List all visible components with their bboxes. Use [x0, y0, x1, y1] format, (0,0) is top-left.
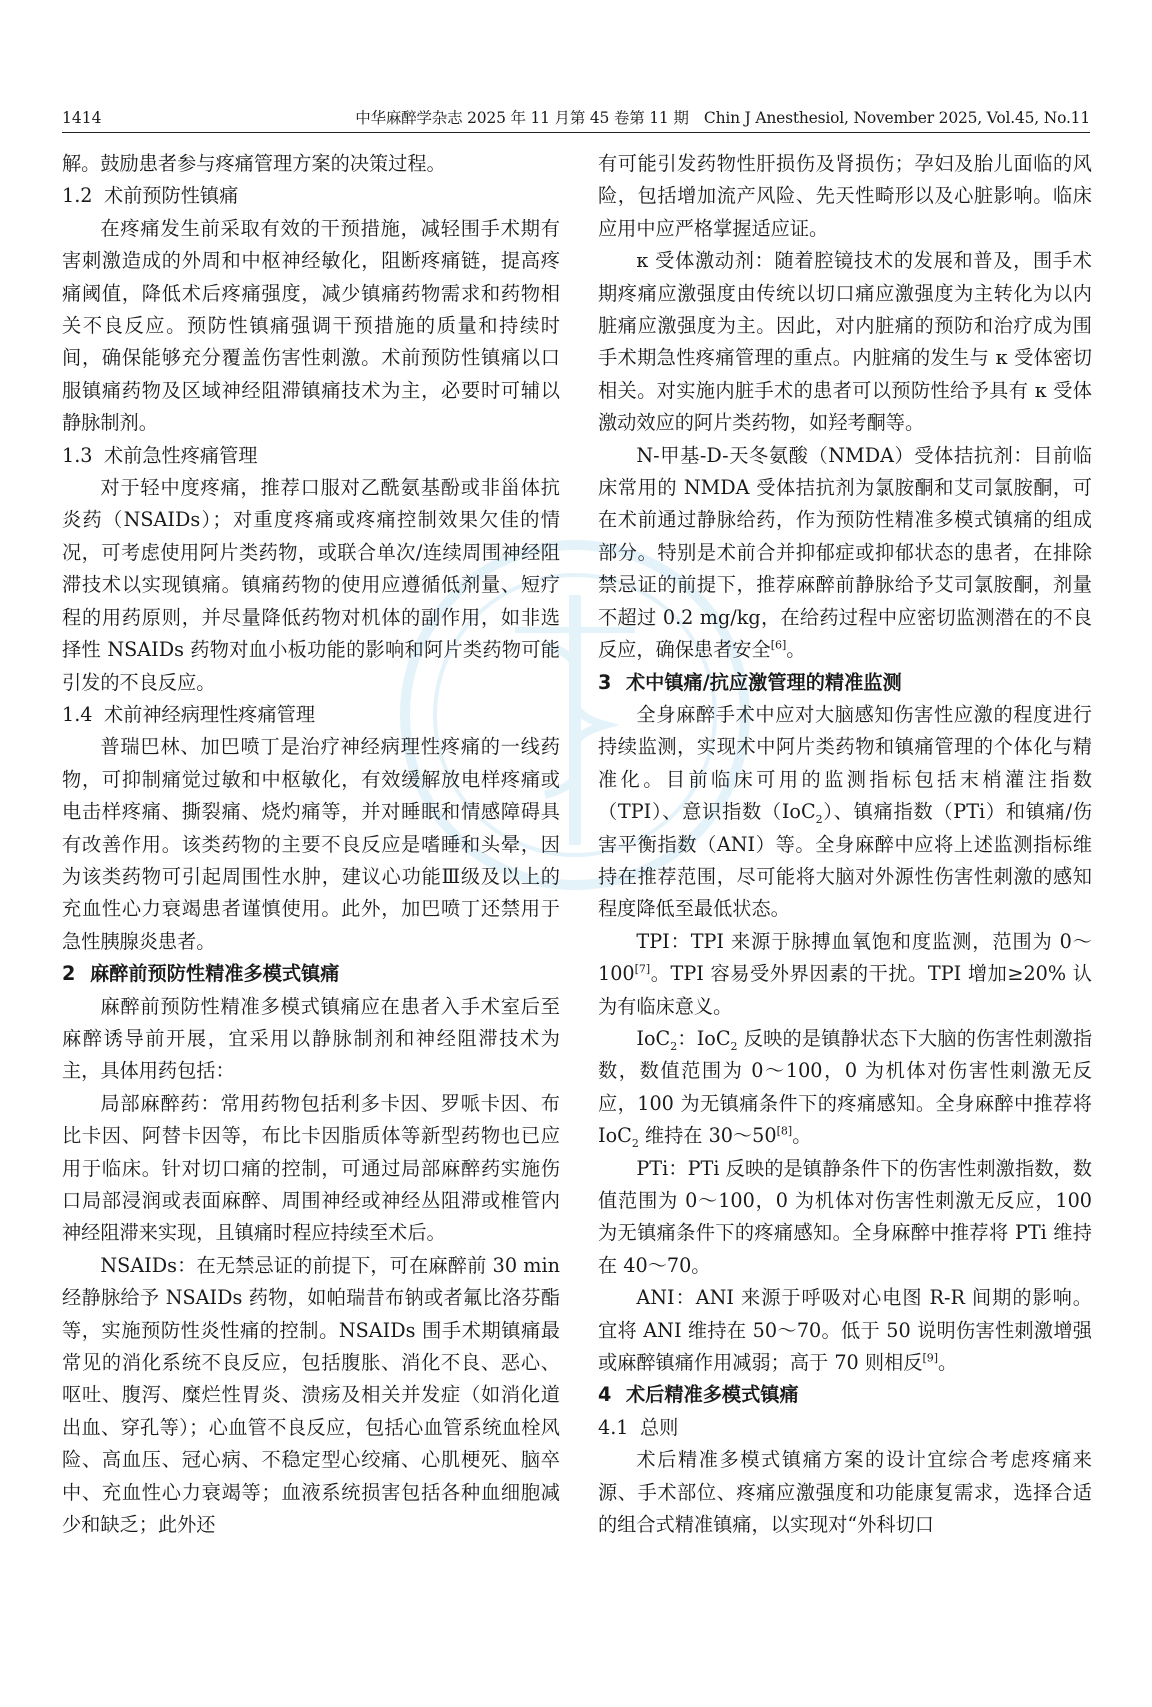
paragraph: PTi：PTi 反映的是镇静条件下的伤害性刺激指数，数值范围为 0～100，0 为机体对伤害性刺激无反应，100 为无镇痛条件下的疼痛感知。全身麻醉中推荐将 PTi 维持在 40～70。: [598, 1156, 1092, 1277]
section-title: 术中镇痛/抗应激管理的精准监测: [626, 670, 902, 694]
citation-ref: [6]: [770, 638, 787, 652]
journal-citation: 中华麻醉学杂志 2025 年 11 月第 45 卷第 11 期 Chin J Anesthesiol, November 2025, Vol.45, No.11: [355, 109, 1090, 127]
paragraph-text: 维持在 30～50: [638, 1124, 777, 1148]
section-title: 总则: [640, 1415, 679, 1439]
section-heading-2: [62, 958, 560, 990]
paragraph: 普瑞巴林、加巴喷丁是治疗神经病理性疼痛的一线药物，可抑制痛觉过敏和中枢敏化，有效缓解放电样疼痛或电击样疼痛、撕裂痛、烧灼痛等，并对睡眠和情感障碍具有改善作用。该类药物的主要不良反应是嗜睡和头晕，因为该类药物可引起周围性水肿，建议心功能Ⅲ级及以上的充血性心力衰竭患者谨慎使用。此外，加巴喷丁还禁用于急性胰腺炎患者。: [62, 735, 560, 953]
paragraph: [598, 1282, 1092, 1379]
section-number: 4: [598, 1383, 612, 1407]
paragraph: κ 受体激动剂：随着腔镜技术的发展和普及，围手术期疼痛应激强度由传统以切口痛应激强度为主转化为以内脏痛应激强度为主。因此，对内脏痛的预防和治疗成为围手术期急性疼痛管理的重点。内脏痛的发生与 κ 受体密切相关。对实施内脏手术的患者可以预防性给予具有 κ 受体激动效应的阿片类药物，如羟考酮等。: [598, 249, 1092, 435]
paragraph: 有可能引发药物性肝损伤及肾损伤；孕妇及胎儿面临的风险，包括增加流产风险、先天性畸形以及心脏影响。临床应用中应严格掌握适应证。: [598, 152, 1092, 240]
paragraph: [598, 699, 1092, 926]
left-column: [62, 148, 560, 1688]
paragraph: 麻醉前预防性精准多模式镇痛应在患者入手术室后至麻醉诱导前开展，宜采用以静脉制剂和神经阻滞技术为主，具体用药包括：: [62, 994, 560, 1083]
section-number: 1.2: [62, 184, 93, 208]
section-number: 4.1: [598, 1415, 629, 1439]
subscript: 2: [815, 812, 823, 826]
page-number: 1414: [62, 109, 102, 127]
citation-ref: [8]: [776, 1124, 793, 1138]
paragraph: NSAIDs：在无禁忌证的前提下，可在麻醉前 30 min 经静脉给予 NSAIDs 药物，如帕瑞昔布钠或者氟比洛芬酯等，实施预防性炎性痛的控制。NSAIDs 围手术期镇痛最常见的消化系统不良反应，包括腹胀、消化不良、恶心、呕吐、腹泻、糜烂性胃炎、溃疡及相关并发症（如消化道出血、穿孔等）；心血管不良反应，包括心血管系统血栓风险、高血压、冠心病、不稳定型心绞痛、心肌梗死、脑卒中、充血性心力衰竭等；血液系统损害包括各种血细胞减少和缺乏；此外还: [62, 1253, 560, 1537]
subscript: 2: [670, 1039, 678, 1053]
running-header: [62, 104, 1090, 133]
section-heading-3: [598, 667, 1092, 699]
paragraph-text: 。: [786, 638, 806, 662]
subscript: 2: [730, 1039, 738, 1053]
paragraph-text: ANI：ANI 来源于呼吸对心电图 R-R 间期的影响。宜将 ANI 维持在 50～70。低于 50 说明伤害性刺激增强或麻醉镇痛作用减弱；高于 70 则相反: [598, 1286, 1092, 1375]
paragraph-text: N-甲基-D-天冬氨酸（NMDA）受体拮抗剂：目前临床常用的 NMDA 受体拮抗剂为氯胺酮和艾司氯胺酮，可在术前通过静脉给药，作为预防性精准多模式镇痛的组成部分。特别是术前合并抑郁症或抑郁状态的患者，在排除禁忌证的前提下，推荐麻醉前静脉给予艾司氯胺酮，剂量不超过 0.2 mg/kg，在给药过程中应密切监测潜在的不良反应，确保患者安全: [598, 443, 1092, 662]
paragraph: [598, 440, 1092, 667]
section-heading-4: [598, 1379, 1092, 1411]
paragraph-text: 全身麻醉手术中应对大脑感知伤害性应激的程度进行持续监测，实现术中阿片类药物和镇痛管理的个体化与精准化。目前临床可用的监测指标包括末梢灌注指数（TPI）、意识指数（IoC: [598, 702, 1092, 824]
paragraph-text: TPI：TPI 来源于脉搏血氧饱和度监测，范围为 0～100: [598, 929, 1092, 986]
paragraph-text: 。: [938, 1351, 958, 1375]
section-number: 3: [598, 670, 612, 694]
paragraph: [598, 1023, 1092, 1153]
citation-ref: [9]: [922, 1351, 939, 1365]
section-heading-4-1: [598, 1412, 1092, 1444]
section-number: 1.4: [62, 702, 93, 726]
paragraph-text: 反映的是镇静状态下大脑的伤害性刺激指数，数值范围为 0～100，0 为机体对伤害性刺激无反应，100 为无镇痛条件下的疼痛感知。全身麻醉中推荐将 IoC: [598, 1026, 1092, 1148]
paragraph-text: ）、镇痛指数（PTi）和镇痛/伤害平衡指数（ANI）等。全身麻醉中应将上述监测指标维持在推荐范围，尽可能将大脑对外源性伤害性刺激的感知程度降低至最低状态。: [598, 800, 1092, 921]
section-number: 1.3: [62, 443, 93, 467]
paragraph: 解。鼓励患者参与疼痛管理方案的决策过程。: [62, 152, 446, 175]
section-heading-1-3: [62, 440, 560, 472]
section-title: 术前急性疼痛管理: [104, 443, 258, 467]
section-number: 2: [62, 962, 76, 986]
paragraph: 在疼痛发生前采取有效的干预措施，减轻围手术期有害刺激造成的外周和中枢神经敏化，阻断疼痛链，提高疼痛阈值，降低术后疼痛强度，减少镇痛药物需求和药物相关不良反应。预防性镇痛强调干预措施的质量和持续时间，确保能够充分覆盖伤害性刺激。术前预防性镇痛以口服镇痛药物及区域神经阻滞镇痛技术为主，必要时可辅以静脉制剂。: [62, 216, 560, 435]
citation-ref: [7]: [634, 962, 651, 976]
paragraph: 术后精准多模式镇痛方案的设计宜综合考虑疼痛来源、手术部位、疼痛应激强度和功能康复需求，选择合适的组合式精准镇痛，以实现对“外科切口: [598, 1448, 1092, 1537]
section-title: 术前预防性镇痛: [104, 184, 239, 208]
paragraph: [598, 926, 1092, 1023]
section-title: 麻醉前预防性精准多模式镇痛: [90, 962, 340, 986]
paragraph: 对于轻中度疼痛，推荐口服对乙酰氨基酚或非甾体抗炎药（NSAIDs）；对重度疼痛或疼痛控制效果欠佳的情况，可考虑使用阿片类药物，或联合单次/连续周围神经阻滞技术以实现镇痛。镇痛药物的使用应遵循低剂量、短疗程的用药原则，并尽量降低药物对机体的副作用，如非选择性 NSAIDs 药物对血小板功能的影响和阿片类药物可能引发的不良反应。: [62, 476, 560, 694]
subscript: 2: [631, 1137, 639, 1151]
right-column: [598, 148, 1092, 1688]
paragraph-text: IoC: [636, 1026, 671, 1050]
paragraph-text: ：IoC: [677, 1026, 731, 1050]
section-title: 术前神经病理性疼痛管理: [104, 702, 316, 726]
section-heading-1-2: [62, 180, 560, 212]
section-title: 术后精准多模式镇痛: [626, 1383, 799, 1407]
paragraph: 局部麻醉药：常用药物包括利多卡因、罗哌卡因、布比卡因、阿替卡因等，布比卡因脂质体等新型药物也已应用于临床。针对切口痛的控制，可通过局部麻醉药实施伤口局部浸润或表面麻醉、周围神经或神经丛阻滞或椎管内神经阻滞来实现，且镇痛时程应持续至术后。: [62, 1091, 560, 1245]
paragraph-text: 。: [792, 1124, 812, 1148]
paragraph-text: 。TPI 容易受外界因素的干扰。TPI 增加≥20% 认为有临床意义。: [598, 962, 1092, 1018]
section-heading-1-4: [62, 699, 560, 731]
